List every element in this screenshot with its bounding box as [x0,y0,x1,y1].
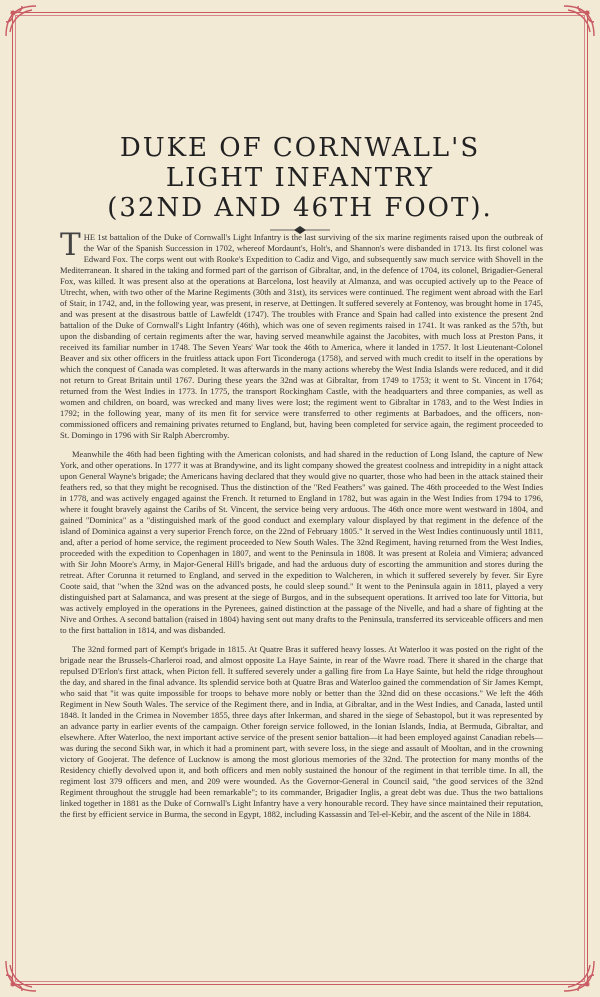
paragraph-2: Meanwhile the 46th had been fighting with the American colonists, and had shared in the reduction of Long Island, the capture of New York, and other operations. In 1777 it was at Brandywine, and its light company showed the greatest coolness and intrepidity in a night attack upon General Wayne's brigade; the Americans having declared that they would give no quarter, those who had been in the attack stained their feathers red, so that they might be recognised. Thus the distinction of the "Red Feathers" was gained. The 46th proceeded to the West Indies in 1778, and was actively engaged against the French. It returned to England in 1782, but was again in the West Indies from 1794 to 1796, where it fought bravely against the Caribs of St. Vincent, the service being very arduous. The 46th once more went westward in 1804, and gained "Dominica" as a "distinguished mark of the good conduct and exemplary valour displayed by that regiment in the defence of the island of Dominica against a very superior French force, on the 22nd of February 1805." It served in the West Indies continuously until 1811, and, after a period of home service, the regiment proceeded to New South Wales. The 32nd Regiment, having returned from the West Indies, proceeded with the expedition to Copenhagen in 1807, and went to the Peninsula in 1808. It was present at Roleia and Vimiera; advanced with Sir John Moore's Army, in Major-General Hill's brigade, and had the arduous duty of escorting the ammunition and stores during the retreat. After Corunna it returned to England, and served in the expedition to Walcheren, in which it suffered severely by fever. Sir Eyre Coote said, that "when the 32nd was on the advanced posts, he could sleep sound." It went to the Peninsula again in 1811, played a very distinguished part at Salamanca, and was present at the siege of Burgos, and in the subsequent operations. It arrived too late for Vittoria, but was actively employed in the operations in the Pyrenees, gained distinction at the passage of the Nivelle, and had a share of fighting at the Nive and Orthes. A second battalion (raised in 1804) having sent out many drafts to the Peninsula, transferred its serviceable officers and men to the first battalion in 1814, and was disbanded. [60,449,543,635]
corner-ornament-top-right [560,2,598,40]
article-body [60,227,543,828]
paragraph-1-text: HE 1st battalion of the Duke of Cornwall's Light Infantry is the last surviving of the six marine regiments raised upon the outbreak of the War of the Spanish Succession in 1702, whereof Mordaunt's, Holt's, and Shannon's were disbanded in 1713. Its first colonel was Edward Fox. The corps went out with Rooke's Expedition to Cadiz and Vigo, and subsequently saw much service with Shovell in the Mediterranean. It shared in the taking and formed part of the garrison of Gibraltar, and, in the defence of 1704, its colonel, Brigadier-General Fox, was killed. It was present also at the operations at Barcelona, lost heavily at Almanza, and was occupied actively up to the Peace of Utrecht, when, with two other of the Marine Regiments (30th and 31st), its services were continued. The regiment went abroad with the Earl of Stair, in 1742, and, in the following year, was present, in reserve, at Dettingen. It suffered severely at Fontenoy, was brought home in 1745, and was present at the disastrous battle of Lawfeldt (1747). The troubles with France and Spain had called into existence the present 2nd battalion of the Duke of Cornwall's Light Infantry (46th), which was one of seven regiments raised in 1741. It was ranked as the 57th, but upon the disbanding of certain regiments after the war, having served meanwhile against the Jacobites, with much loss at Preston Pans, it received its familiar number in 1748. The Seven Years' War took the 46th to America, where it landed in 1757. It lost Lieutenant-Colonel Beaver and six other officers in the fruitless attack upon Fort Ticonderoga (1758), and served with much credit to itself in the operations by which the conquest of Canada was completed. It was afterwards in the many actions whereby the West India Islands were reduced, and it did not return to Great Britain until 1767. During these years the 32nd was at Gibraltar, from 1749 to 1753; it went to St. Vincent in 1764; returned from the West Indies in 1773. In 1775, the transport Rockingham Castle, with the headquarters and three companies, as well as women and children, on board, was wrecked and many lives were lost; the regiment went to Gibraltar in 1783, and to the West Indies in 1792; in the following year, many of its men fit for service were transferred to other regiments at Barbadoes, and the officers, non-commissioned officers and remaining privates returned to England, but, having been completed for service again, the regiment proceeded to St. Domingo in 1796 with Sir Ralph Abercromby. [60,232,543,440]
corner-ornament-bottom-left [2,957,40,995]
title-line-3: (32ND AND 46TH FOOT). [107,193,493,223]
paragraph-1 [60,227,543,441]
corner-ornament-top-left [2,2,40,40]
drop-cap: T [60,227,81,263]
corner-ornament-bottom-right [560,957,598,995]
title-line-1: DUKE OF CORNWALL'S [119,133,481,163]
title-line-2: LIGHT INFANTRY [165,163,435,193]
paragraph-3: The 32nd formed part of Kempt's brigade in 1815. At Quatre Bras it suffered heavy losses. At Waterloo it was posted on the right of the brigade near the Brussels-Charleroi road, and almost opposite La Haye Sainte, in rear of the Wavre road. There it shared in the charge that repulsed D'Erlon's first attack, when Picton fell. It suffered severely under a galling fire from La Haye Sainte, but held the ridge throughout the day, and shared in the final advance. Its splendid service both at Quatre Bras and Waterloo gained the commendation of Sir James Kempt, who said that "it was quite impossible for troops to behave more nobly or better than the 32nd did on these occasions." We left the 46th Regiment in New South Wales. The service of the Regiment there, and in India, at Gibraltar, and in the West Indies, and Canada, lasted until 1848. It landed in the Crimea in November 1855, three days after Inkerman, and shared in the siege of Sebastopol, but it was represented by an advance party in earlier events of the campaign. Other foreign service followed, in the Ionian Islands, India, at Bermuda, Gibraltar, and elsewhere. After Waterloo, the next important active service of the present senior battalion—it had been employed against Canadian rebels—was during the second Sikh war, in which it had a prominent part, with severe loss, in the siege and assault of Mooltan, and in the crowning victory of Goojerat. The defence of Lucknow is among the most glorious memories of the 32nd. The protection for many months of the Residency chiefly devolved upon it, and both officers and men nobly sustained the honour of the regiment in that terrible time. In all, the regiment lost 379 officers and men, and 209 were wounded. As the Governor-General in Council said, "the good services of the 32nd Regiment throughout the struggle had been remarkable"; to its commander, Brigadier Inglis, a great debt was due. Thus the two battalions linked together in 1881 as the Duke of Cornwall's Light Infantry have a very honourable record. They have since maintained their reputation, the first by efficient service in Burma, the second in Egypt, 1882, including Kassassin and Tel-el-Kebir, and the ascent of the Nile in 1884. [60,644,543,819]
